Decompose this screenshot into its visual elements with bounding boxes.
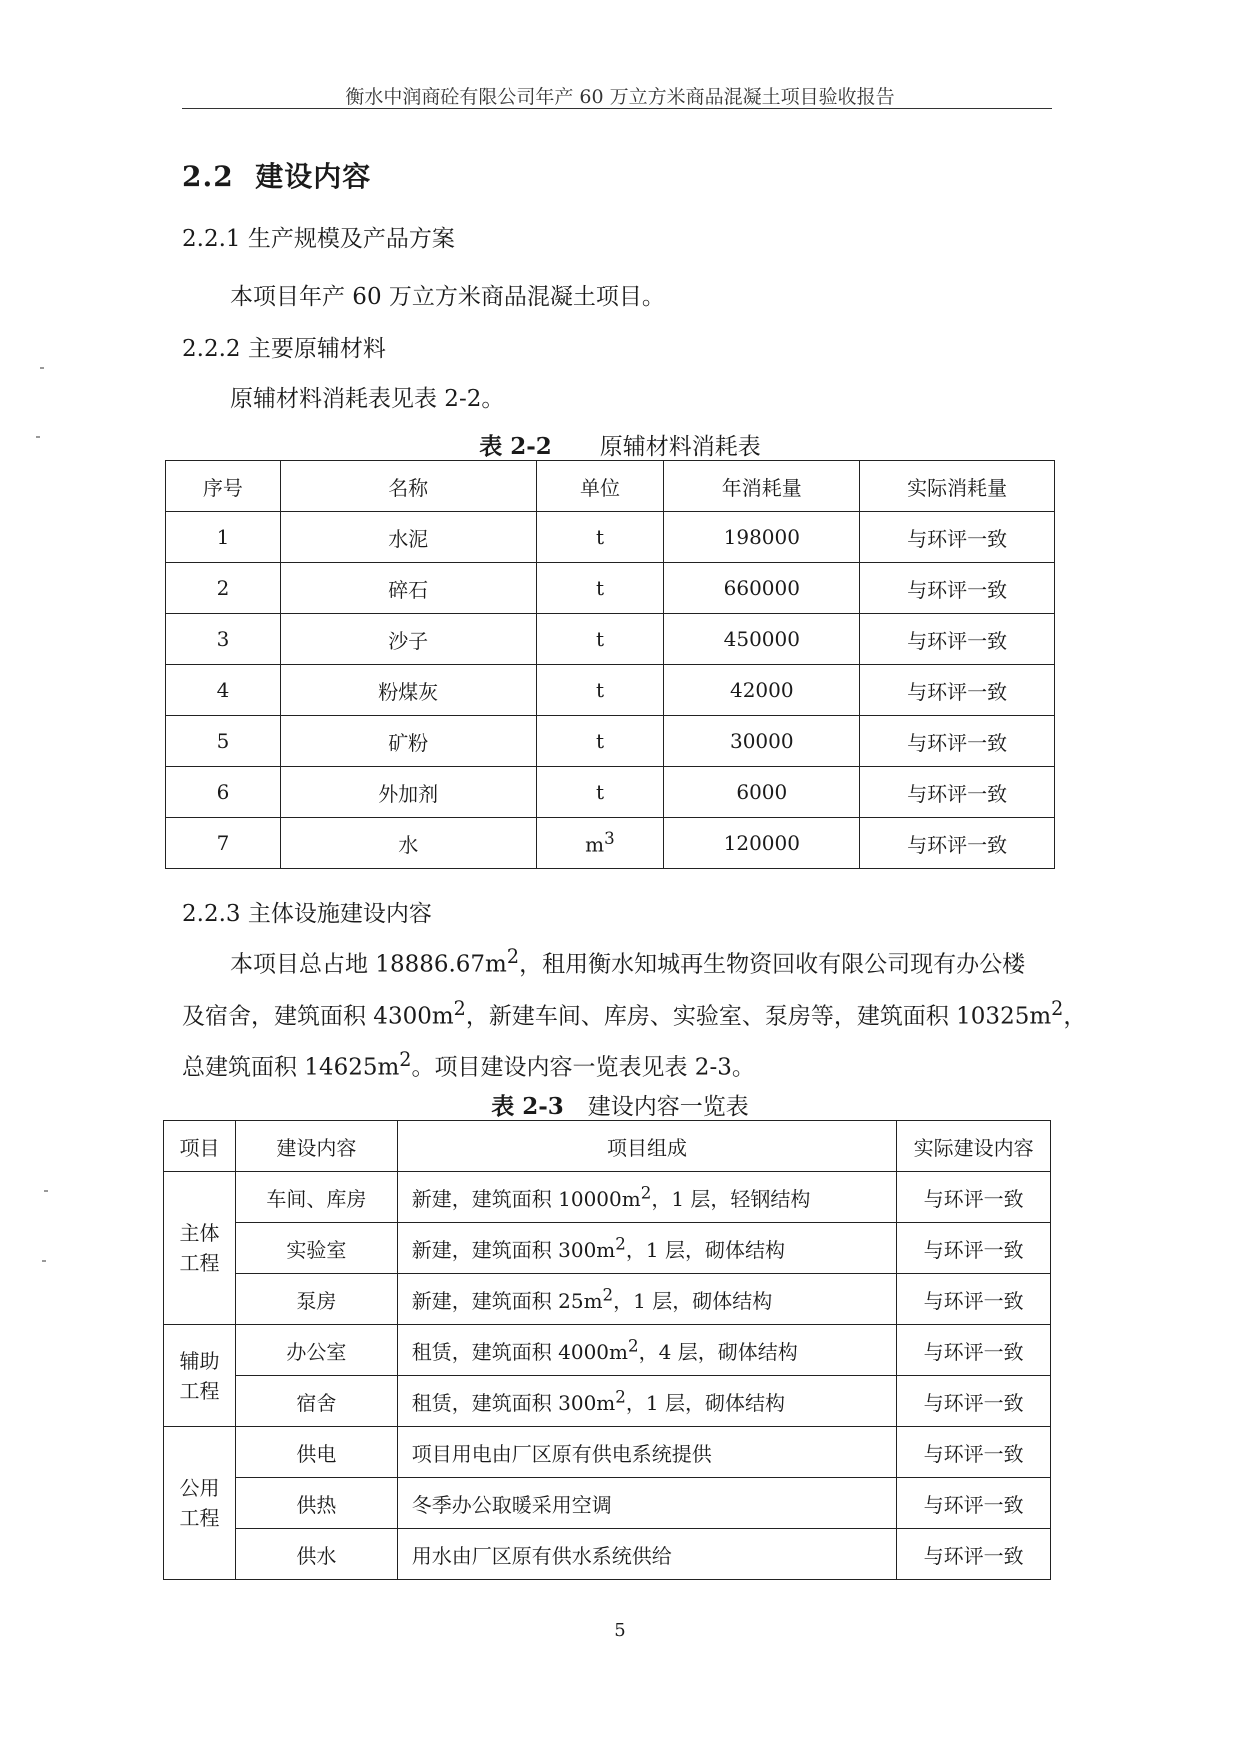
paragraph-223-line-1 (230, 945, 1025, 979)
cell-annual: 120000 (664, 818, 860, 869)
table-header-row (164, 1121, 1051, 1172)
cell-unit: t (536, 563, 664, 614)
cell-unit: t (536, 614, 664, 665)
cell-composition (397, 1172, 896, 1223)
text-run: 本项目总占地 18886.67m (230, 951, 507, 978)
paragraph-223-line-2 (182, 997, 1086, 1031)
cell-actual: 与环评一致 (860, 563, 1055, 614)
cell-annual: 6000 (664, 767, 860, 818)
cell-name: 水 (280, 818, 536, 869)
table-row (164, 1478, 1051, 1529)
cell-item: 供热 (235, 1478, 397, 1529)
cell-actual: 与环评一致 (897, 1478, 1051, 1529)
text-run: ，4 层，砌体结构 (638, 1339, 798, 1364)
text-run: 租赁，建筑面积 4000m (411, 1339, 628, 1364)
group-name: 主体工程 (179, 1221, 220, 1275)
text-run: 新建，建筑面积 10000m (411, 1186, 641, 1211)
cell-item: 车间、库房 (235, 1172, 397, 1223)
cell-annual: 450000 (664, 614, 860, 665)
cell-composition: 项目用电由厂区原有供电系统提供 (397, 1427, 896, 1478)
scan-speck (36, 436, 40, 438)
superscript: 2 (615, 1233, 626, 1253)
text-run: ，1 层，砌体结构 (613, 1288, 773, 1313)
table-row (166, 716, 1055, 767)
cell-actual: 与环评一致 (897, 1325, 1051, 1376)
paragraph-221: 本项目年产 60 万立方米商品混凝土项目。 (230, 284, 665, 310)
table-header-row (166, 461, 1055, 512)
group-name: 公用工程 (179, 1476, 220, 1530)
cell-name: 沙子 (280, 614, 536, 665)
text-run: 。项目建设内容一览表见表 2-3。 (411, 1054, 755, 1081)
header-cell: 建设内容 (235, 1121, 397, 1172)
superscript: 2 (640, 1182, 652, 1202)
table-row (164, 1172, 1051, 1223)
scan-speck (44, 1190, 48, 1192)
table-row (166, 767, 1055, 818)
cell-unit: t (536, 512, 664, 563)
header-rule (182, 108, 1052, 109)
cell-actual: 与环评一致 (897, 1427, 1051, 1478)
header-cell: 项目 (164, 1121, 236, 1172)
scan-speck (42, 1260, 46, 1262)
subsection-heading-221: 2.2.1 生产规模及产品方案 (182, 226, 455, 252)
cell-annual: 660000 (664, 563, 860, 614)
table-row (164, 1376, 1051, 1427)
text-run: ，1 层，轻钢结构 (651, 1186, 811, 1211)
cell-annual: 30000 (664, 716, 860, 767)
group-cell (164, 1427, 236, 1580)
table-row (164, 1325, 1051, 1376)
cell-index: 1 (166, 512, 281, 563)
superscript: 2 (628, 1335, 639, 1355)
cell-actual: 与环评一致 (897, 1172, 1051, 1223)
unit-superscript: 3 (604, 829, 615, 849)
cell-name: 水泥 (280, 512, 536, 563)
superscript: 2 (506, 945, 520, 968)
cell-unit: t (536, 665, 664, 716)
table-2-3-caption-number: 表 2-3 (491, 1093, 564, 1120)
subsection-heading-223: 2.2.3 主体设施建设内容 (182, 901, 432, 927)
cell-actual: 与环评一致 (860, 512, 1055, 563)
cell-unit: t (536, 767, 664, 818)
cell-annual: 42000 (664, 665, 860, 716)
page-header: 衡水中润商砼有限公司年产 60 万立方米商品混凝土项目验收报告 (345, 86, 895, 108)
cell-name: 外加剂 (280, 767, 536, 818)
table-row (164, 1274, 1051, 1325)
table-row (166, 665, 1055, 716)
cell-index: 7 (166, 818, 281, 869)
table-2-2-caption-title: 原辅材料消耗表 (599, 434, 761, 460)
cell-composition (397, 1223, 896, 1274)
header-cell: 名称 (280, 461, 536, 512)
cell-actual: 与环评一致 (860, 818, 1055, 869)
cell-composition: 冬季办公取暖采用空调 (397, 1478, 896, 1529)
header-cell: 实际建设内容 (897, 1121, 1051, 1172)
cell-actual: 与环评一致 (860, 665, 1055, 716)
cell-item: 泵房 (235, 1274, 397, 1325)
cell-unit (536, 818, 664, 869)
subsection-heading-222: 2.2.2 主要原辅材料 (182, 336, 386, 362)
table-2-3-caption-title: 建设内容一览表 (587, 1094, 749, 1120)
cell-index: 5 (166, 716, 281, 767)
paragraph-222: 原辅材料消耗表见表 2-2。 (230, 386, 505, 412)
cell-actual: 与环评一致 (897, 1376, 1051, 1427)
group-cell (164, 1172, 236, 1325)
cell-composition: 用水由厂区原有供水系统供给 (397, 1529, 896, 1580)
text-run: ，租用衡水知城再生物资回收有限公司现有办公楼 (519, 951, 1026, 978)
cell-actual: 与环评一致 (897, 1529, 1051, 1580)
cell-actual: 与环评一致 (860, 614, 1055, 665)
header-cell: 实际消耗量 (860, 461, 1055, 512)
table-row (166, 512, 1055, 563)
superscript: 2 (399, 1048, 412, 1071)
table-2-2-caption-number: 表 2-2 (479, 433, 552, 460)
paragraph-223-line-3 (182, 1048, 755, 1082)
table-row (164, 1427, 1051, 1478)
header-cell: 单位 (536, 461, 664, 512)
cell-annual: 198000 (664, 512, 860, 563)
table-row (164, 1223, 1051, 1274)
cell-actual: 与环评一致 (860, 716, 1055, 767)
text-run: ，1 层，砌体结构 (625, 1237, 785, 1262)
section-title: 建设内容 (255, 160, 372, 193)
text-run: ，1 层，砌体结构 (625, 1390, 785, 1415)
superscript: 2 (615, 1386, 626, 1406)
cell-index: 4 (166, 665, 281, 716)
text-run: ，新建车间、库房、实验室、泵房等，建筑面积 10325m (465, 1003, 1052, 1030)
cell-composition (397, 1325, 896, 1376)
cell-name: 粉煤灰 (280, 665, 536, 716)
cell-item: 办公室 (235, 1325, 397, 1376)
text-run: 租赁，建筑面积 300m (411, 1390, 616, 1415)
table-2-2-caption (0, 428, 1240, 461)
superscript: 2 (602, 1284, 614, 1304)
cell-item: 实验室 (235, 1223, 397, 1274)
cell-composition (397, 1274, 896, 1325)
cell-name: 碎石 (280, 563, 536, 614)
materials-table (165, 460, 1055, 869)
text-run: 新建，建筑面积 300m (411, 1237, 616, 1262)
cell-index: 6 (166, 767, 281, 818)
cell-unit: t (536, 716, 664, 767)
group-name: 辅助工程 (179, 1348, 220, 1403)
construction-table (163, 1120, 1051, 1580)
header-cell: 序号 (166, 461, 281, 512)
text-run: 总建筑面积 14625m (182, 1054, 400, 1081)
unit-text: m (585, 832, 605, 857)
table-row (166, 818, 1055, 869)
cell-name: 矿粉 (280, 716, 536, 767)
superscript: 2 (453, 997, 466, 1020)
cell-actual: 与环评一致 (897, 1274, 1051, 1325)
cell-actual: 与环评一致 (897, 1223, 1051, 1274)
cell-item: 供水 (235, 1529, 397, 1580)
scan-speck (40, 367, 44, 369)
table-row (166, 563, 1055, 614)
header-cell: 年消耗量 (664, 461, 860, 512)
text-run: 及宿舍，建筑面积 4300m (182, 1003, 454, 1030)
superscript: 2 (1051, 997, 1064, 1020)
text-run: ， (1063, 1003, 1087, 1030)
cell-index: 2 (166, 563, 281, 614)
section-number: 2.2 (182, 160, 234, 193)
cell-composition (397, 1376, 896, 1427)
text-run: 新建，建筑面积 25m (411, 1288, 603, 1313)
table-row (166, 614, 1055, 665)
cell-item: 宿舍 (235, 1376, 397, 1427)
section-heading (182, 155, 371, 195)
group-cell (164, 1325, 236, 1427)
header-cell: 项目组成 (397, 1121, 896, 1172)
cell-item: 供电 (235, 1427, 397, 1478)
page-number: 5 (614, 1620, 626, 1641)
cell-index: 3 (166, 614, 281, 665)
table-2-3-caption (0, 1088, 1240, 1121)
cell-actual: 与环评一致 (860, 767, 1055, 818)
table-row (164, 1529, 1051, 1580)
